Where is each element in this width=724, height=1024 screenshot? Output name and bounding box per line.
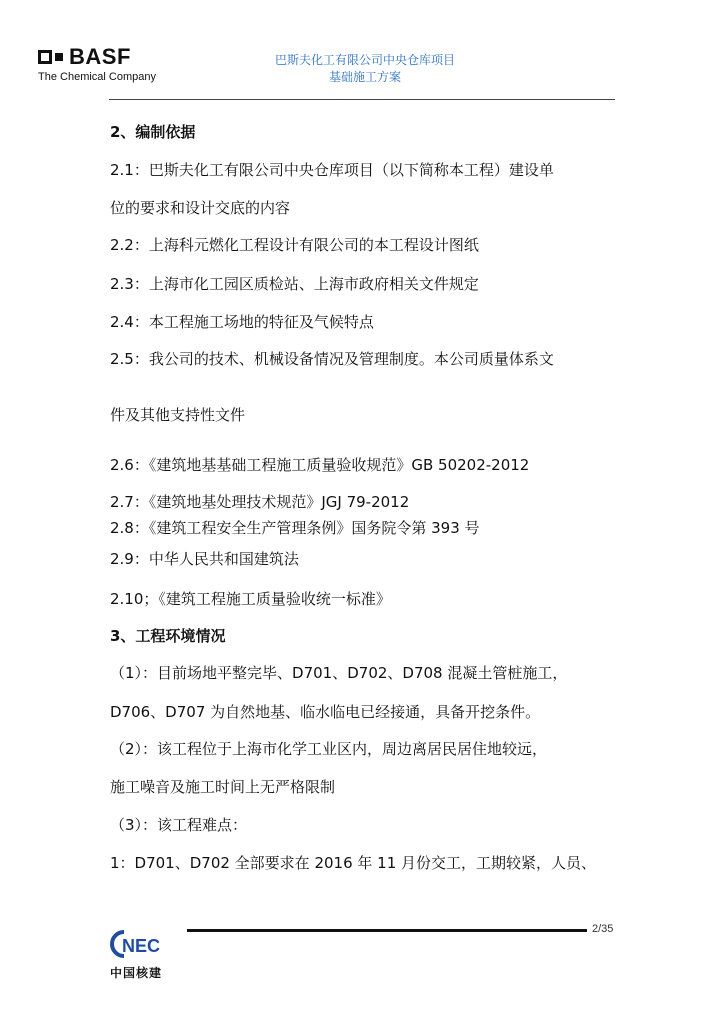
footer-divider [187,929,587,932]
section-heading-basis: 2、编制依据 [110,123,196,141]
paragraph-line: 1：D701、D702 全部要求在 2016 年 11 月份交工，工期较紧，人员、 [110,854,597,872]
header-title-line-2: 基础施工方案 [328,70,401,84]
paragraph-line: （3）：该工程难点： [110,816,248,834]
paragraph-line: 2.8：《建筑工程安全生产管理条例》国务院令第 393 号 [110,519,480,537]
logo-square-outline-icon [38,50,52,64]
logo-wordmark: BASF [69,44,131,69]
paragraph-line: （2）：该工程位于上海市化学工业区内，周边离居民居住地较远， [110,740,548,758]
paragraph-line: （1）：目前场地平整完毕、D701、D702、D708 混凝土管桩施工， [110,664,568,682]
paragraph-line: 件及其他支持性文件 [110,406,246,424]
paragraph-line: 施工噪音及施工时间上无严格限制 [110,778,336,796]
document-header-title [240,52,490,86]
paragraph-line: 2.7：《建筑地基处理技术规范》JGJ 79-2012 [110,493,410,511]
paragraph-line: 位的要求和设计交底的内容 [110,199,291,217]
cnec-logo-letters: NEC [122,936,161,956]
paragraph-line: 2.6：《建筑地基基础工程施工质量验收规范》GB 50202-2012 [110,456,530,474]
footer-company-name: 中国核建 [110,966,163,980]
basf-logo [38,45,168,89]
paragraph-line: 2.3：上海市化工园区质检站、上海市政府相关文件规定 [110,275,479,293]
header-divider [109,99,615,100]
paragraph-line: 2.10；《建筑工程施工质量验收统一标准》 [110,590,391,608]
paragraph-line: 2.4：本工程施工场地的特征及气候特点 [110,313,374,331]
page-number: 2/35 [592,923,614,935]
cnec-emblem-icon [108,928,170,960]
paragraph-line: 2.1：巴斯夫化工有限公司中央仓库项目（以下简称本工程）建设单 [110,161,554,179]
logo-square-solid-icon [55,53,63,61]
paragraph-line: 2.2：上海科元燃化工程设计有限公司的本工程设计图纸 [110,236,479,254]
cnec-logo [108,928,178,988]
header-title-line-1: 巴斯夫化工有限公司中央仓库项目 [274,53,455,67]
paragraph-line: D706、D707 为自然地基、临水临电已经接通，具备开挖条件。 [110,703,541,721]
logo-tagline: The Chemical Company [38,71,156,83]
paragraph-line: 2.9：中华人民共和国建筑法 [110,550,299,568]
paragraph-line: 2.5：我公司的技术、机械设备情况及管理制度。本公司质量体系文 [110,350,554,368]
section-heading-environment: 3、工程环境情况 [110,627,226,645]
